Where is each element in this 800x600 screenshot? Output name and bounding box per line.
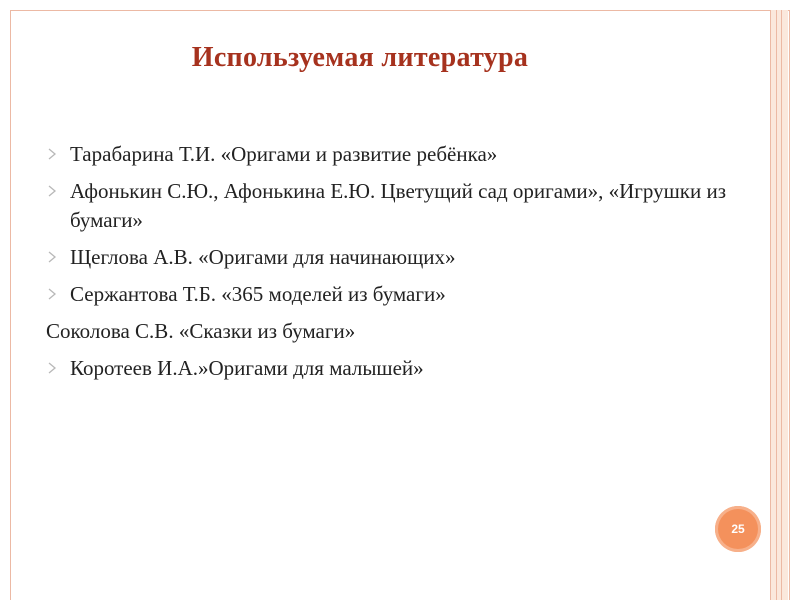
bullet-icon <box>48 148 57 160</box>
bullet-icon <box>48 185 57 197</box>
bullet-icon <box>48 288 57 300</box>
list-item <box>42 243 742 272</box>
bullet-icon <box>48 251 57 263</box>
list-item <box>42 177 742 235</box>
bullet-icon <box>48 362 57 374</box>
page-number-badge: 25 <box>715 506 761 552</box>
accent-line <box>781 10 782 600</box>
list-item-text: Коротеев И.А.»Оригами для малышей» <box>70 356 424 380</box>
list-item-text: Щеглова А.В. «Оригами для начинающих» <box>70 245 456 269</box>
right-accent-bar <box>770 10 788 600</box>
slide-title: Используемая литература <box>191 42 529 73</box>
list-item-text: Афонькин С.Ю., Афонькина Е.Ю. Цветущий сад оригами», «Игрушки из бумаги» <box>70 179 727 232</box>
list-item-text: Сержантова Т.Б. «365 моделей из бумаги» <box>70 282 446 306</box>
list-item <box>42 317 742 346</box>
list-item-text: Соколова С.В. «Сказки из бумаги» <box>46 319 356 343</box>
list-item <box>42 354 742 383</box>
list-item <box>42 140 742 169</box>
list-item-text: Тарабарина Т.И. «Оригами и развитие ребёнка» <box>70 142 498 166</box>
accent-line <box>776 10 777 600</box>
list-item <box>42 280 742 309</box>
reference-list <box>42 140 742 391</box>
